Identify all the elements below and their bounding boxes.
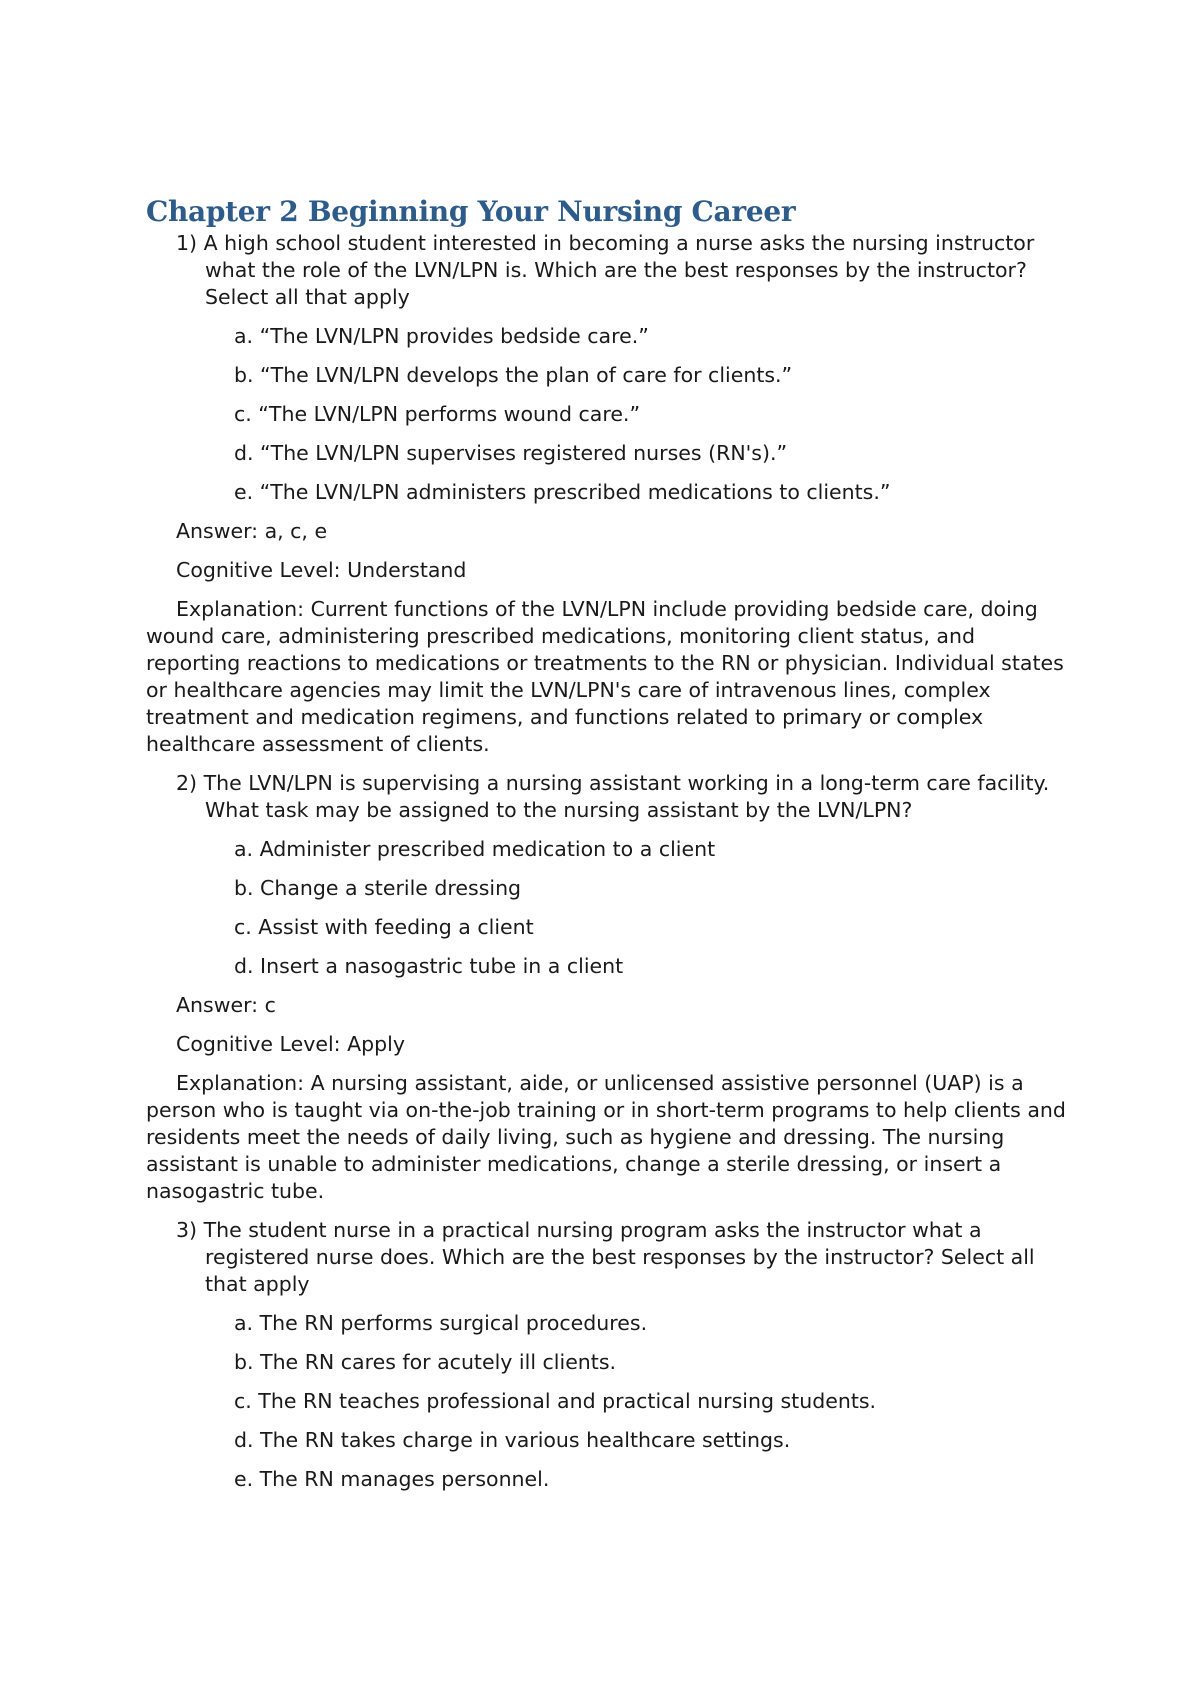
question-text: A high school student interested in becoming a nurse asks the nursing instructor what the role of the LVN/LPN is. Which are the best responses by the instructor? Select all that apply bbox=[203, 231, 1035, 309]
question-number: 3) bbox=[176, 1218, 198, 1242]
answer-option: c. “The LVN/LPN performs wound care.” bbox=[234, 402, 641, 426]
question-stem bbox=[146, 230, 1066, 311]
answer-option: c. Assist with feeding a client bbox=[234, 915, 534, 939]
explanation: Explanation: A nursing assistant, aide, or unlicensed assistive personnel (UAP) is a person who is taught via on-the-job training or in short-term programs to help clients and residents meet the needs of daily living, such as hygiene and dressing. The nursing assistant is unable to administer medications, change a sterile dressing, or insert a nasogastric tube. bbox=[146, 1071, 1066, 1203]
answer-option: e. “The LVN/LPN administers prescribed medications to clients.” bbox=[234, 480, 891, 504]
answer-option: c. The RN teaches professional and practical nursing students. bbox=[234, 1389, 877, 1413]
question-stem bbox=[146, 770, 1066, 824]
question-stem bbox=[146, 1217, 1066, 1298]
cognitive-level: Cognitive Level: Apply bbox=[176, 1032, 405, 1056]
answer-option: b. Change a sterile dressing bbox=[234, 876, 522, 900]
answer-option: b. “The LVN/LPN develops the plan of care for clients.” bbox=[234, 363, 793, 387]
answer-option: d. “The LVN/LPN supervises registered nurses (RN's).” bbox=[234, 441, 788, 465]
explanation: Explanation: Current functions of the LVN/LPN include providing bedside care, doing wound care, administering prescribed medications, monitoring client status, and reporting reactions to medications or treatments to the RN or physician. Individual states or healthcare agencies may limit the LVN/LPN's care of intravenous lines, complex treatment and medication regimens, and functions related to primary or complex healthcare assessment of clients. bbox=[146, 597, 1064, 756]
question-number: 2) bbox=[176, 771, 198, 795]
answer-option: a. Administer prescribed medication to a client bbox=[234, 837, 716, 861]
answer-option: a. The RN performs surgical procedures. bbox=[234, 1311, 648, 1335]
answer-key: Answer: a, c, e bbox=[176, 519, 328, 543]
question-block-2 bbox=[146, 770, 1066, 1205]
question-block-1 bbox=[146, 230, 1066, 758]
question-text: The LVN/LPN is supervising a nursing assistant working in a long-term care facility. What task may be assigned to the nursing assistant by the LVN/LPN? bbox=[203, 771, 1050, 822]
answer-option: d. Insert a nasogastric tube in a client bbox=[234, 954, 624, 978]
answer-option: b. The RN cares for acutely ill clients. bbox=[234, 1350, 617, 1374]
cognitive-level: Cognitive Level: Understand bbox=[176, 558, 467, 582]
question-block-3 bbox=[146, 1217, 1066, 1493]
answer-option: a. “The LVN/LPN provides bedside care.” bbox=[234, 324, 649, 348]
answer-option: e. The RN manages personnel. bbox=[234, 1467, 550, 1491]
answer-option: d. The RN takes charge in various healthcare settings. bbox=[234, 1428, 791, 1452]
question-text: The student nurse in a practical nursing program asks the instructor what a registered nurse does. Which are the best responses by the instructor? Select all that apply bbox=[203, 1218, 1035, 1296]
chapter-title: Chapter 2 Beginning Your Nursing Career bbox=[146, 195, 796, 228]
answer-key: Answer: c bbox=[176, 993, 276, 1017]
question-number: 1) bbox=[176, 231, 198, 255]
document-content bbox=[146, 194, 1066, 1493]
